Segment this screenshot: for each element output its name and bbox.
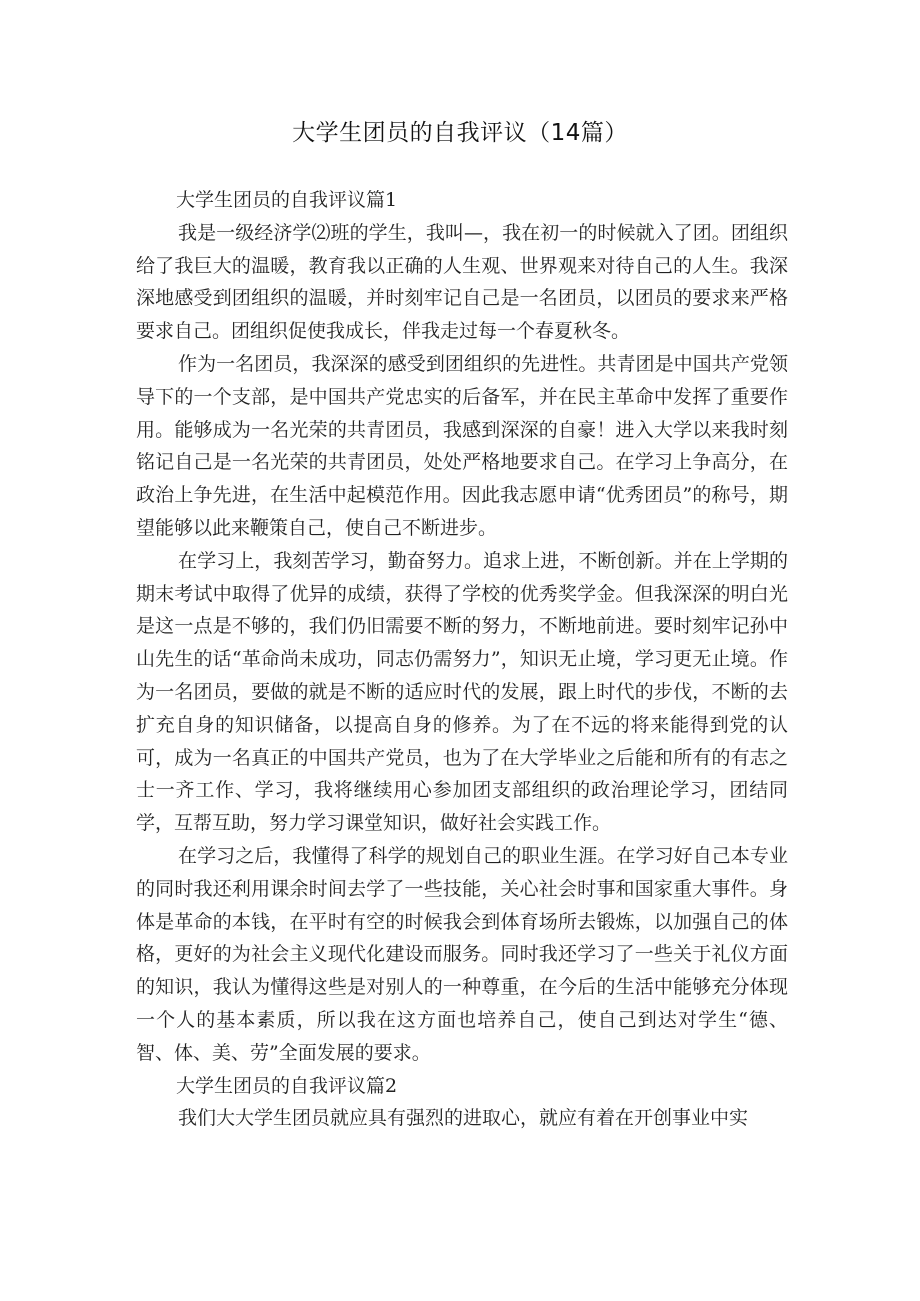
paragraph: 作为一名团员，我深深的感受到团组织的先进性。共青团是中国共产党领导下的一个支部，是中国共产党忠实的后备军，并在民主革命中发挥了重要作用。能够成为一名光荣的共青团员，我感到深深的自豪！进入大学以来我时刻铭记自己是一名光荣的共青团员，处处严格地要求自己。在学习上争高分，在政治上争先进，在生活中起模范作用。因此我志愿申请“优秀团员”的称号，期望能够以此来鞭策自己，使自己不断进步。 [136, 352, 788, 539]
paragraph: 在学习上，我刻苦学习，勤奋努力。追求上进，不断创新。并在上学期的期末考试中取得了优异的成绩，获得了学校的优秀奖学金。但我深深的明白光是这一点是不够的，我们仍旧需要不断的努力，不断地前进。要时刻牢记孙中山先生的话“革命尚未成功，同志仍需努力”，知识无止境，学习更无止境。作为一名团员，要做的就是不断的适应时代的发展，跟上时代的步伐，不断的去扩充自身的知识储备，以提高自身的修养。为了在不远的将来能得到党的认可，成为一名真正的中国共产党员，也为了在大学毕业之后能和所有的有志之士一齐工作、学习，我将继续用心参加团支部组织的政治理论学习，团结同学，互帮互助，努力学习课堂知识，做好社会实践工作。 [136, 549, 788, 835]
section-heading-2: 大学生团员的自我评议篇2 [176, 1074, 398, 1097]
paragraph: 我们大大学生团员就应具有强烈的进取心，就应有着在开创事业中实 [178, 1107, 749, 1130]
section-heading-1: 大学生团员的自我评议篇1 [176, 189, 398, 211]
document-body [136, 184, 788, 1135]
paragraph: 我是一级经济学⑵班的学生，我叫—，我在初一的时候就入了团。团组织给了我巨大的温暖，教育我以正确的人生观、世界观来对待自己的人生。我深深地感受到团组织的温暖，并时刻牢记自己是一名团员，以团员的要求来严格要求自己。团组织促使我成长，伴我走过每一个春夏秋冬。 [136, 221, 788, 343]
paragraph: 在学习之后，我懂得了科学的规划自己的职业生涯。在学习好自己本专业的同时我还利用课余时间去学了一些技能，关心社会时事和国家重大事件。身体是革命的本钱，在平时有空的时候我会到体育场所去锻炼，以加强自己的体格，更好的为社会主义现代化建设而服务。同时我还学习了一些关于礼仪方面的知识，我认为懂得这些是对别人的一种尊重，在今后的生活中能够充分体现一个人的基本素质，所以我在这方面也培养自己，使自己到达对学生“德、智、体、美、劳”全面发展的要求。 [136, 844, 788, 1064]
document-title: 大学生团员的自我评议（14篇） [292, 120, 628, 146]
